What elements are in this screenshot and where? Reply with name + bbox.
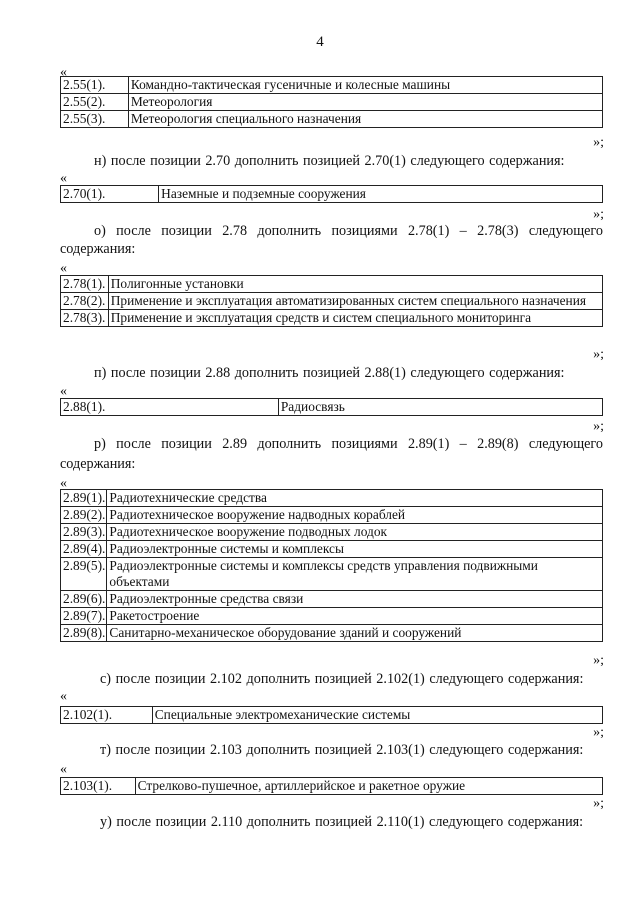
position-code: 2.78(2). [61, 293, 109, 310]
position-name: Радиоэлектронные системы и комплексы средств управления подвижными объектами [107, 558, 603, 591]
table-row [61, 276, 603, 293]
table-row [61, 94, 603, 111]
table-row [61, 77, 603, 94]
position-name: Командно-тактическая гусеничные и колесные машины [128, 77, 602, 94]
position-name: Применение и эксплуатация средств и систем специального мониторинга [108, 310, 602, 327]
paragraph-p: п) после позиции 2.88 дополнить позицией 2.88(1) следующего содержания: [94, 365, 565, 381]
paragraph-o-line2: содержания: [60, 241, 136, 257]
open-quote: « [60, 261, 67, 276]
position-name: Радиосвязь [278, 399, 602, 416]
table-row [61, 778, 603, 795]
table-2-55 [60, 76, 603, 128]
position-code: 2.78(3). [61, 310, 109, 327]
table-2-70 [60, 185, 603, 203]
position-code: 2.89(6). [61, 591, 107, 608]
open-quote: « [60, 171, 67, 186]
position-name: Санитарно-механическое оборудование зданий и сооружений [107, 625, 603, 642]
table-2-78 [60, 275, 603, 327]
open-quote: « [60, 65, 67, 80]
close-quote: »; [593, 347, 604, 362]
paragraph-n: н) после позиции 2.70 дополнить позицией 2.70(1) следующего содержания: [94, 153, 565, 169]
position-name: Радиоэлектронные средства связи [107, 591, 603, 608]
position-code: 2.88(1). [61, 399, 279, 416]
position-code: 2.89(3). [61, 524, 107, 541]
position-code: 2.89(7). [61, 608, 107, 625]
table-2-88 [60, 398, 603, 416]
position-code: 2.55(3). [61, 111, 129, 128]
paragraph-o-line1: о) после позиции 2.78 дополнить позициями 2.78(1) – 2.78(3) следующего [94, 223, 603, 239]
position-name: Ракетостроение [107, 608, 603, 625]
position-name: Метеорология специального назначения [128, 111, 602, 128]
close-quote: »; [593, 725, 604, 740]
position-name: Радиоэлектронные системы и комплексы [107, 541, 603, 558]
table-row [61, 399, 603, 416]
position-name: Метеорология [128, 94, 602, 111]
table-row [61, 558, 603, 591]
position-code: 2.89(8). [61, 625, 107, 642]
table-row [61, 507, 603, 524]
position-code: 2.102(1). [61, 707, 153, 724]
position-code: 2.89(1). [61, 490, 107, 507]
position-name: Стрелково-пушечное, артиллерийское и ракетное оружие [135, 778, 602, 795]
table-row [61, 186, 603, 203]
position-code: 2.70(1). [61, 186, 159, 203]
position-name: Применение и эксплуатация автоматизированных систем специального назначения [108, 293, 602, 310]
paragraph-r-line1: р) после позиции 2.89 дополнить позициями 2.89(1) – 2.89(8) следующего [94, 436, 603, 452]
position-name: Радиотехнические средства [107, 490, 603, 507]
table-2-103 [60, 777, 603, 795]
close-quote: »; [593, 419, 604, 434]
table-row [61, 490, 603, 507]
paragraph-t: т) после позиции 2.103 дополнить позицией 2.103(1) следующего содержания: [100, 742, 584, 758]
position-code: 2.89(2). [61, 507, 107, 524]
table-row [61, 608, 603, 625]
open-quote: « [60, 384, 67, 399]
open-quote: « [60, 762, 67, 777]
close-quote: »; [593, 653, 604, 668]
table-2-102 [60, 706, 603, 724]
position-name: Наземные и подземные сооружения [159, 186, 603, 203]
table-row [61, 707, 603, 724]
table-row [61, 625, 603, 642]
table-row [61, 591, 603, 608]
open-quote: « [60, 476, 67, 491]
position-code: 2.55(1). [61, 77, 129, 94]
table-row [61, 541, 603, 558]
position-name: Полигонные установки [108, 276, 602, 293]
open-quote: « [60, 689, 67, 704]
paragraph-u: у) после позиции 2.110 дополнить позицией 2.110(1) следующего содержания: [100, 814, 584, 830]
position-name: Специальные электромеханические системы [152, 707, 602, 724]
paragraph-s: с) после позиции 2.102 дополнить позицией 2.102(1) следующего содержания: [100, 671, 584, 687]
position-code: 2.78(1). [61, 276, 109, 293]
position-name: Радиотехническое вооружение подводных лодок [107, 524, 603, 541]
position-code: 2.103(1). [61, 778, 136, 795]
position-code: 2.55(2). [61, 94, 129, 111]
position-code: 2.89(4). [61, 541, 107, 558]
table-row [61, 524, 603, 541]
table-row [61, 293, 603, 310]
position-name: Радиотехническое вооружение надводных кораблей [107, 507, 603, 524]
close-quote: »; [593, 796, 604, 811]
table-row [61, 310, 603, 327]
close-quote: »; [593, 135, 604, 150]
close-quote: »; [593, 207, 604, 222]
paragraph-r-line2: содержания: [60, 456, 136, 472]
table-row [61, 111, 603, 128]
page-number: 4 [316, 34, 324, 50]
table-2-89 [60, 489, 603, 642]
position-code: 2.89(5). [61, 558, 107, 591]
